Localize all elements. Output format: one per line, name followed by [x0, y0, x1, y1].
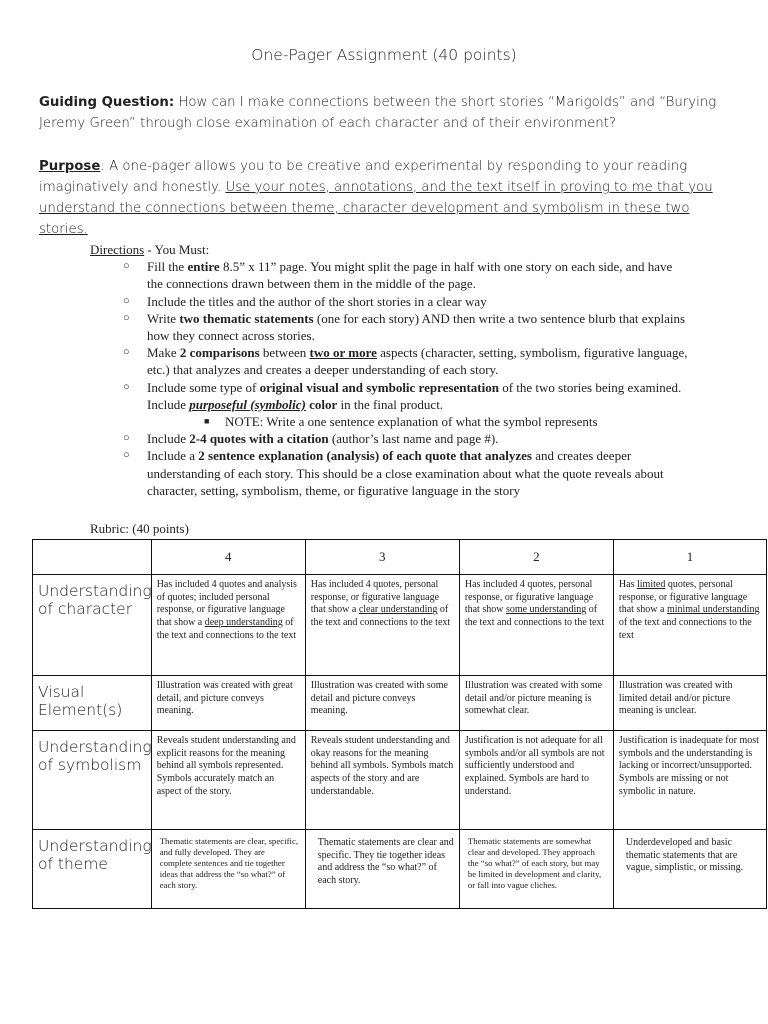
cell-text: Has included 4 quotes, personal response, or figurative language that show: [464, 579, 594, 616]
item-emphasis: entire: [187, 259, 220, 275]
purpose-underlined-text: Use your notes, annotations, and the text itself in proving to me that you understand the connections between theme, character development and symbolism in these two stories.: [39, 180, 713, 237]
item-text: between: [259, 345, 310, 361]
item-text: Include: [147, 431, 190, 447]
cell-text-underlined: deep understanding: [204, 617, 283, 629]
item-text: Include a: [147, 448, 199, 464]
list-item: [90, 430, 690, 447]
table-cell: [151, 575, 305, 676]
table-cell: Reveals student understanding and explicit reasons for the meaning behind all symbols represented. Symbols accurately match an aspect of the story.: [151, 731, 305, 830]
rubric-table: [32, 539, 767, 909]
list-item: [90, 258, 690, 292]
rubric-row-visual: [33, 676, 767, 731]
item-emphasis: 2 comparisons: [179, 345, 260, 361]
item-text: Include some type of: [147, 379, 260, 395]
item-text: Include the titles and the author of the short stories in a clear way: [147, 293, 487, 309]
rubric-header-blank: [33, 540, 152, 575]
list-item: [90, 344, 690, 378]
item-emphasis: purposeful (symbolic): [189, 396, 306, 412]
item-emphasis: two thematic statements: [179, 310, 314, 326]
table-cell: [613, 575, 766, 676]
page-title: One-Pager Assignment (40 points): [251, 46, 517, 64]
list-item: [90, 379, 690, 413]
bullet-icon: ○: [123, 449, 130, 462]
item-text: NOTE: Write a one sentence explanation of what the symbol represents: [225, 414, 598, 430]
rubric-header-row: [33, 540, 767, 575]
cell-text-underlined: clear understanding: [358, 604, 438, 616]
item-emphasis: 2-4 quotes with a citation: [189, 431, 329, 447]
purpose-paragraph: [39, 156, 739, 240]
rubric-label: Rubric: (40 points): [90, 521, 189, 536]
directions-list: [90, 258, 690, 499]
table-cell: Underdeveloped and basic thematic statements that are vague, simplistic, or missing.: [613, 830, 766, 909]
row-label: Understanding of symbolism: [33, 731, 152, 830]
item-text: 8.5” x 11” page. You might split the page in half with one story on each side, and have the connections drawn between them in the middle of the page.: [147, 259, 673, 292]
item-text: Write: [147, 310, 180, 326]
table-cell: Reveals student understanding and okay reasons for the meaning behind all symbols. Symbols match aspects of the story and are understandable.: [305, 731, 459, 830]
cell-text-underlined: some understanding: [505, 604, 587, 616]
rubric-header-1: 1: [613, 540, 766, 575]
rubric-row-symbolism: [33, 731, 767, 830]
rubric-row-character: [33, 575, 767, 676]
item-emphasis: color: [305, 396, 338, 412]
purpose-text: : A one-pager allows you to be creative and experimental by responding to your reading imaginatively and honestly.: [39, 159, 688, 195]
cell-text: of the text and connections to the text: [464, 604, 605, 629]
list-item: [90, 310, 690, 344]
bullet-icon: ○: [123, 260, 130, 273]
cell-text-underlined: minimal understanding: [666, 604, 760, 616]
cell-text: Has: [618, 579, 637, 590]
table-cell: Justification is not adequate for all symbols and/or all symbols are not sufficiently understood and explained. Symbols are hard to understand.: [459, 731, 613, 830]
guiding-question: [39, 92, 739, 134]
rubric-header-4: 4: [151, 540, 305, 575]
purpose-label: Purpose: [39, 159, 101, 174]
directions-heading-rest: - You Must:: [144, 242, 210, 257]
cell-text: Has included 4 quotes and analysis of quotes; included personal response, or figurative language that show a: [156, 579, 297, 629]
rubric-header-2: 2: [459, 540, 613, 575]
cell-text: Has included 4 quotes, personal response, or figurative language that show a: [310, 579, 440, 616]
table-cell: Thematic statements are clear, specific, and fully developed. They are complete sentences and tie together ideas that address the “so what?” of each story.: [151, 830, 305, 909]
bullet-icon: ○: [123, 311, 130, 324]
table-cell: Thematic statements are clear and specific. They tie together ideas and address the “so what?” of each story.: [305, 830, 459, 909]
cell-text: quotes, personal response, or figurative language that show a: [618, 579, 748, 616]
item-text: aspects (character, setting, symbolism, figurative language, etc.) that analyzes and creates a deeper understanding of each story.: [147, 345, 688, 378]
cell-text: of the text and connections to the text: [310, 604, 451, 629]
list-item: [90, 447, 690, 499]
guiding-question-label: Guiding Question:: [39, 95, 175, 110]
row-label: Visual Element(s): [33, 676, 152, 731]
item-emphasis: 2 sentence explanation (analysis) of each quote that analyzes: [198, 448, 532, 464]
guiding-question-text: How can I make connections between the short stories “Marigolds” and “Burying Jeremy Green” through close examination of each character and of their environment?: [39, 95, 717, 131]
item-text: Make: [147, 345, 180, 361]
table-cell: [305, 575, 459, 676]
item-text: and creates deeper understanding of each story. This should be a close examination about what the quote reveals about character, setting, symbolism, theme, or figurative language in the story: [147, 448, 664, 498]
item-emphasis: two or more: [309, 345, 377, 361]
cell-text-underlined: limited: [636, 579, 666, 590]
item-text: (one for each story) AND then write a two sentence blurb that explains how they connect across stories.: [147, 310, 686, 344]
table-cell: [459, 575, 613, 676]
item-emphasis: original visual and symbolic representation: [259, 379, 499, 395]
item-text: (author’s last name and page #).: [328, 431, 499, 447]
rubric-header-3: 3: [305, 540, 459, 575]
table-cell: Justification is inadequate for most symbols and the understanding is lacking or incorrect/unsupported. Symbols are missing or not symbolic in nature.: [613, 731, 766, 830]
bullet-icon: ○: [123, 432, 130, 445]
list-item: [90, 293, 690, 310]
table-cell: Thematic statements are somewhat clear and developed. They approach the “so what?” of each story, but may be limited in development and clarity, or fall into vague cliches.: [459, 830, 613, 909]
cell-text: of the text and connections to the text: [618, 617, 752, 641]
directions-heading-label: Directions: [90, 242, 145, 257]
bullet-icon: ○: [123, 346, 130, 359]
item-text: Fill the: [147, 259, 188, 275]
list-subitem: [90, 413, 690, 430]
item-text: in the final product.: [337, 396, 444, 412]
directions-heading: [90, 241, 690, 258]
rubric-row-theme: [33, 830, 767, 909]
item-text: of the two stories being examined. Include: [147, 379, 682, 412]
table-cell: Illustration was created with some detail and/or picture meaning is somewhat clear.: [459, 676, 613, 731]
table-cell: Illustration was created with limited detail and/or picture meaning is unclear.: [613, 676, 766, 731]
directions-section: [90, 241, 690, 499]
row-label: Understanding of character: [33, 575, 152, 676]
square-bullet-icon: ■: [204, 416, 210, 427]
cell-text: of the text and connections to the text: [156, 617, 297, 641]
bullet-icon: ○: [123, 380, 130, 393]
row-label: Understanding of theme: [33, 830, 152, 909]
table-cell: Illustration was created with great detail, and picture conveys meaning.: [151, 676, 305, 731]
table-cell: Illustration was created with some detail and picture conveys meaning.: [305, 676, 459, 731]
bullet-icon: ○: [123, 294, 130, 307]
